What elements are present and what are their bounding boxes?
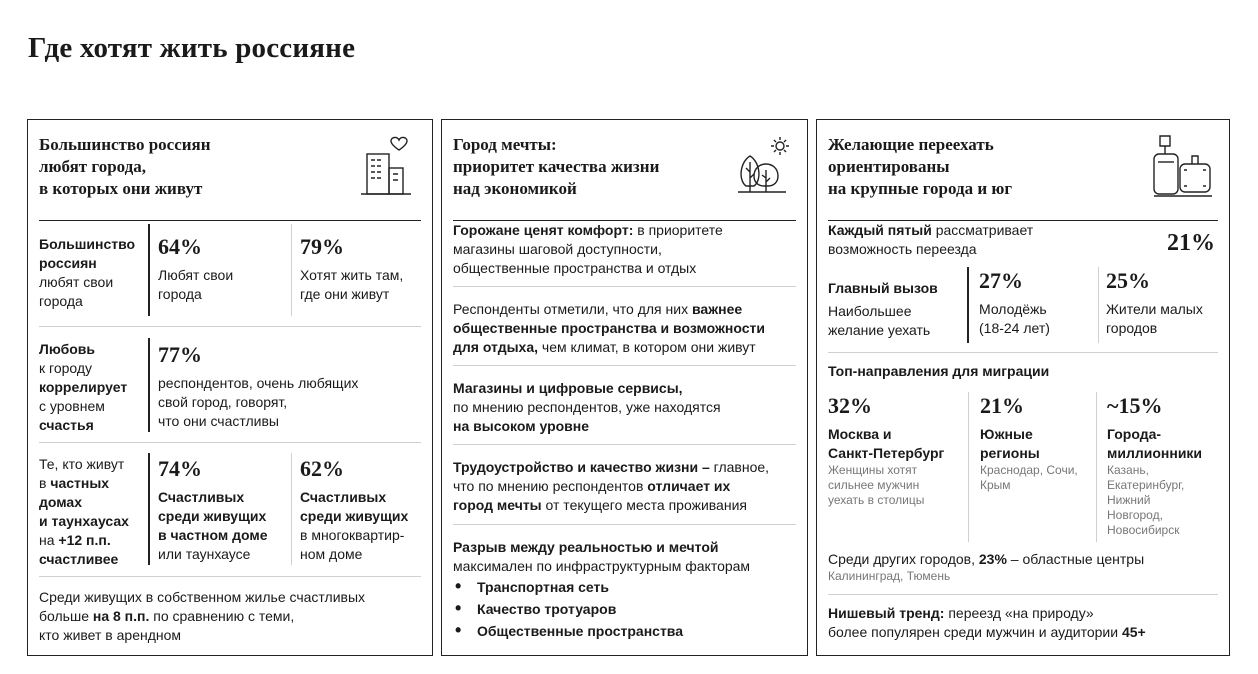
stat-27: 27% Молодёжь (18-24 лет) xyxy=(979,268,1050,336)
stat-64: 64% Любят свои города xyxy=(158,234,234,302)
page-title: Где хотят жить россияне xyxy=(28,32,356,64)
top-destinations-label: Топ-направления для миграции xyxy=(828,363,1050,379)
card-header xyxy=(828,131,1218,221)
stat-74: 74% Счастливых среди живущих в частном доме или таунхаусе xyxy=(158,456,268,562)
row1-label: Большинство россиян любят свои города xyxy=(39,236,136,309)
card-header xyxy=(39,131,421,221)
list-item: • Качество тротуаров xyxy=(453,598,798,620)
stat-21-total: 21% xyxy=(1167,230,1215,256)
s3-shops: Магазины и цифровые сервисы, по мнению респондентов, уже находятся на высоком уровне xyxy=(453,380,721,434)
trees-sun-icon xyxy=(736,134,792,203)
other-cities: Среди других городов, 23% – областные центры Калининград, Тюмень xyxy=(828,551,1145,583)
every-fifth: Каждый пятый рассматривает возможность переезда xyxy=(828,222,1034,257)
luggage-suitcases-icon xyxy=(1152,134,1214,205)
card-city-love xyxy=(27,119,433,656)
main-challenge: Главный вызов Наибольшее желание уехать xyxy=(828,280,938,338)
s1-comfort: Горожане ценят комфорт: в приоритете магазины шаговой доступности, общественные пространства и отдых xyxy=(453,222,723,276)
card-title: Город мечты: приоритет качества жизни над экономикой xyxy=(453,135,660,198)
s4-employment: Трудоустройство и качество жизни – главное, что по мнению респондентов отличает их город мечты от текущего места проживания xyxy=(453,459,770,513)
stat-79: 79% Хотят жить там, где они живут xyxy=(300,234,404,302)
card1-footer: Среди живущих в собственном жилье счастливых больше на 8 п.п. по сравнению с теми, кто живет в арендном xyxy=(39,589,366,643)
dest-capitals: 32% Москва и Санкт-Петербург Женщины хотят сильнее мужчин уехать в столицы xyxy=(828,393,945,507)
card-movers xyxy=(816,119,1230,656)
city-buildings-heart-icon xyxy=(361,134,417,203)
list-item: • Транспортная сеть xyxy=(453,576,798,598)
gap-factors-list xyxy=(453,576,798,642)
card-title: Большинство россиян любят города, в которых они живут xyxy=(39,135,211,198)
s2-spaces: Респонденты отметили, что для них важнее общественные пространства и возможности для отдыха, чем климат, в котором они живут xyxy=(453,301,765,355)
dest-south: 21% Южные регионы Краснодар, Сочи, Крым xyxy=(980,393,1078,492)
stat-77: 77% респондентов, очень любящих свой город, говорят, что они счастливы xyxy=(158,342,359,429)
row2-label: Любовь к городу коррелирует с уровнем счастья xyxy=(39,341,128,433)
s5-gap: Разрыв между реальностью и мечтой максимален по инфраструктурным факторам xyxy=(453,539,751,574)
dest-millionaire-cities: ~15% Города- миллионники Казань, Екатеринбург, Нижний Новгород, Новосибирск xyxy=(1107,393,1203,537)
card-dream-city xyxy=(441,119,808,656)
stat-25: 25% Жители малых городов xyxy=(1106,268,1203,336)
niche-trend: Нишевый тренд: переезд «на природу» более популярен среди мужчин и аудитории 45+ xyxy=(828,605,1146,640)
card-header xyxy=(453,131,796,221)
list-item: • Общественные пространства xyxy=(453,620,798,642)
row3-label: Те, кто живут в частных домах и таунхаусах на +12 п.п. счастливее xyxy=(39,456,129,567)
card-title: Желающие переехать ориентированы на крупные города и юг xyxy=(828,135,1013,198)
stat-62: 62% Счастливых среди живущих в многоквартир- ном доме xyxy=(300,456,409,562)
